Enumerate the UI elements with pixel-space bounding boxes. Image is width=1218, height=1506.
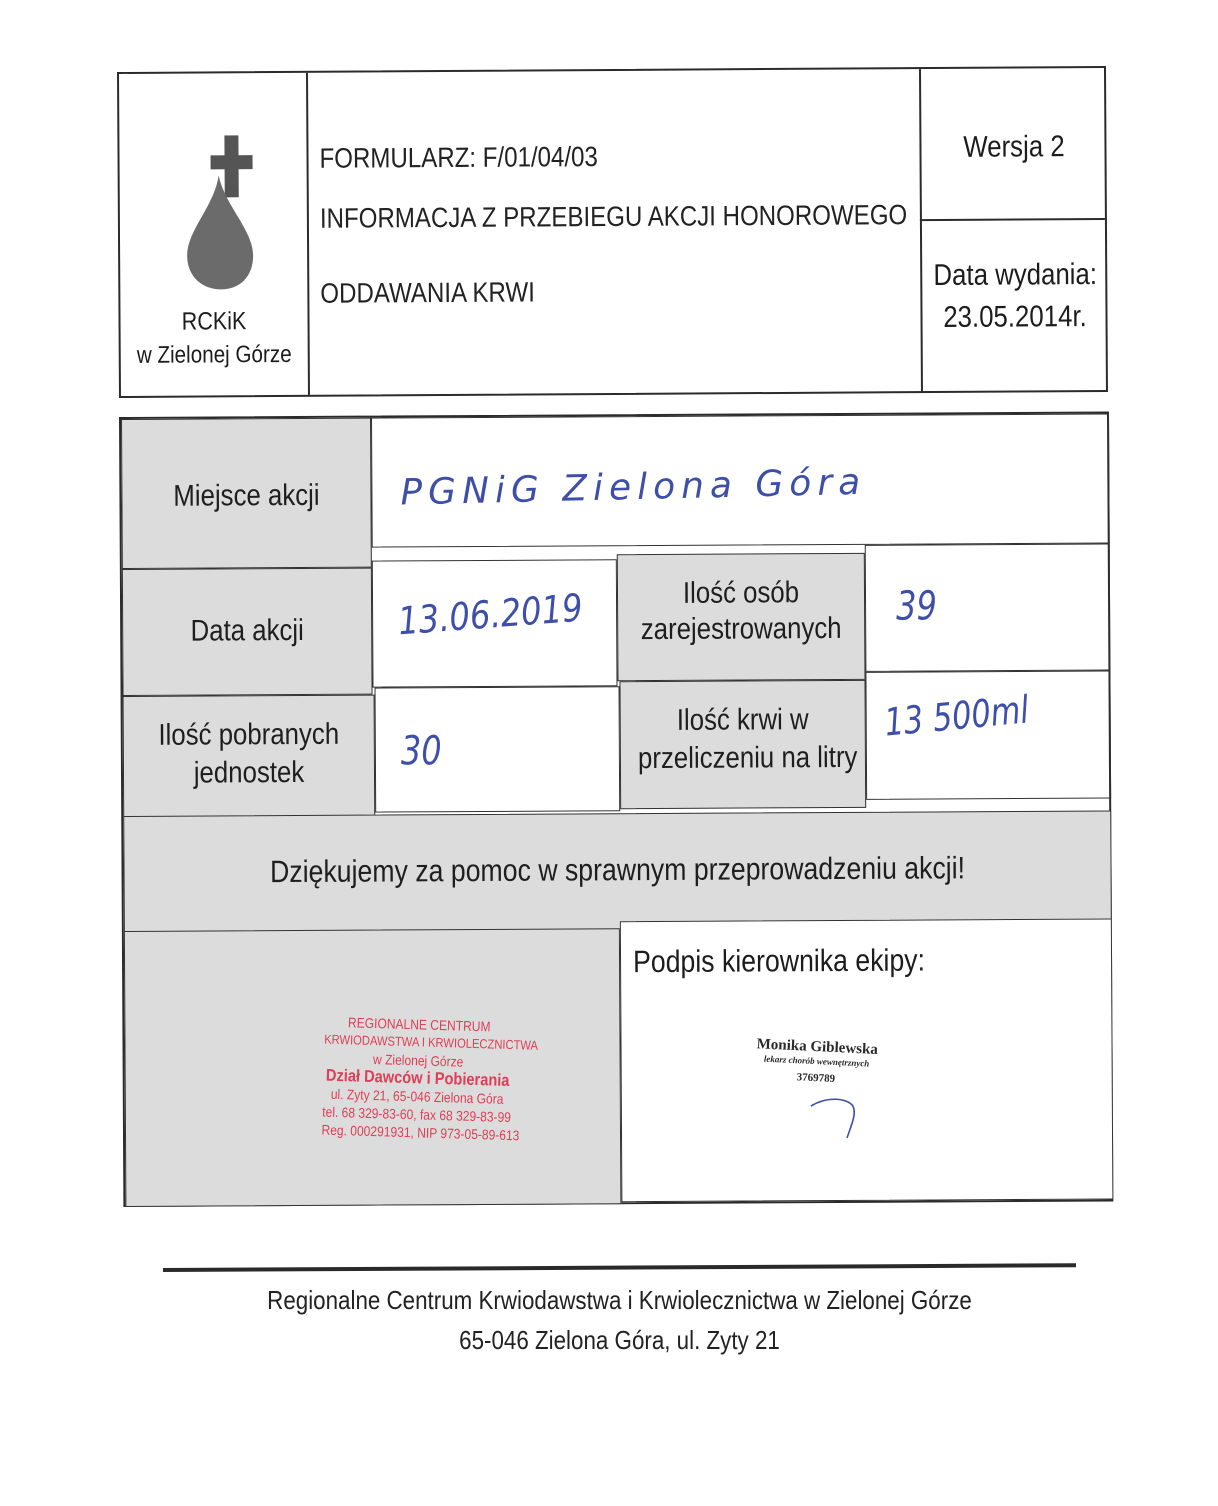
issue-date-label: Data wydania: bbox=[933, 258, 1098, 293]
place-label-cell bbox=[121, 418, 372, 569]
document-header bbox=[117, 66, 1108, 398]
doctor-stamp bbox=[726, 1035, 908, 1088]
handwritten-signature bbox=[807, 1086, 887, 1146]
header-divider bbox=[919, 69, 923, 391]
stamp-line: tel. 68 329-83-60, fax 68 329-83-99 bbox=[322, 1103, 512, 1126]
footer bbox=[163, 1285, 1076, 1365]
logo-org-short: RCKiK bbox=[181, 307, 247, 336]
thanks-message: Dziękujemy za pomoc w sprawnym przeprowadzeniu akcji! bbox=[269, 850, 966, 890]
stamp-cell bbox=[124, 928, 622, 1207]
stamp-line: KRWIODAWSTWA I KRWIOLECZNICTWA bbox=[323, 1031, 539, 1053]
blood-label-cell bbox=[619, 680, 866, 809]
logo bbox=[119, 73, 308, 400]
units-value-cell bbox=[375, 686, 621, 812]
blood-label-line-2: przeliczeniu na litry bbox=[637, 740, 858, 776]
units-label-line-2: jednostek bbox=[193, 755, 305, 790]
form-version: Wersja 2 bbox=[963, 130, 1065, 164]
blood-drop-with-cross-icon bbox=[174, 135, 265, 296]
date-label: Data akcji bbox=[190, 613, 304, 648]
issue-date: 23.05.2014r. bbox=[943, 300, 1087, 334]
registered-value-cell bbox=[865, 543, 1111, 671]
stamp-line: ul. Zyty 21, 65-046 Zielona Góra bbox=[330, 1085, 504, 1107]
doctor-name: Monika Giblewska bbox=[756, 1036, 879, 1058]
date-label-cell bbox=[122, 568, 373, 696]
place-value-cell bbox=[371, 413, 1110, 547]
registered-label-line-1: Ilość osób bbox=[682, 576, 800, 610]
registered-label-line-2: zarejestrowanych bbox=[640, 611, 842, 647]
place-label: Miejsce akcji bbox=[173, 478, 320, 513]
place-value: PGNiG Zielona Góra bbox=[399, 461, 867, 514]
blood-value: 13 500ml bbox=[882, 687, 1031, 745]
date-value: 13.06.2019 bbox=[396, 585, 585, 644]
form-title-line-1: INFORMACJA Z PRZEBIEGU AKCJI HONOROWEGO bbox=[319, 199, 908, 234]
registered-label-cell bbox=[617, 553, 866, 681]
doctor-number: 3769789 bbox=[796, 1071, 836, 1085]
stamp-line: w Zielonej Górze bbox=[372, 1051, 464, 1070]
organization-stamp bbox=[306, 1012, 539, 1144]
doctor-title: lekarz chorób wewnętrznych bbox=[763, 1053, 870, 1069]
units-value: 30 bbox=[400, 728, 442, 775]
blood-label-line-1: Ilość krwi w bbox=[676, 703, 809, 737]
logo-org-city: w Zielonej Górze bbox=[136, 340, 292, 369]
units-label-cell bbox=[123, 695, 376, 820]
units-label-line-1: Ilość pobranych bbox=[158, 717, 340, 752]
form-title-line-2: ODDAWANIA KRWI bbox=[320, 276, 535, 309]
footer-line-2: 65-046 Zielona Góra, ul. Zyty 21 bbox=[459, 1325, 780, 1355]
stamp-line: REGIONALNE CENTRUM bbox=[347, 1014, 491, 1035]
blood-value-cell bbox=[865, 670, 1111, 799]
signature-cell bbox=[620, 918, 1114, 1202]
thanks-cell bbox=[123, 810, 1112, 934]
registered-value: 39 bbox=[896, 583, 938, 630]
signature-label: Podpis kierownika ekipy: bbox=[632, 942, 926, 980]
date-value-cell bbox=[372, 559, 618, 687]
footer-line-1: Regionalne Centrum Krwiodawstwa i Krwiolecznictwa w Zielonej Górze bbox=[267, 1285, 972, 1315]
stamp-line: Dział Dawców i Pobierania bbox=[325, 1065, 510, 1091]
form-table bbox=[119, 411, 1113, 1207]
footer-rule bbox=[163, 1263, 1076, 1272]
header-divider bbox=[920, 218, 1105, 221]
stamp-line: Reg. 000291931, NIP 973-05-89-613 bbox=[321, 1121, 520, 1144]
form-code: FORMULARZ: F/01/04/03 bbox=[319, 141, 598, 174]
